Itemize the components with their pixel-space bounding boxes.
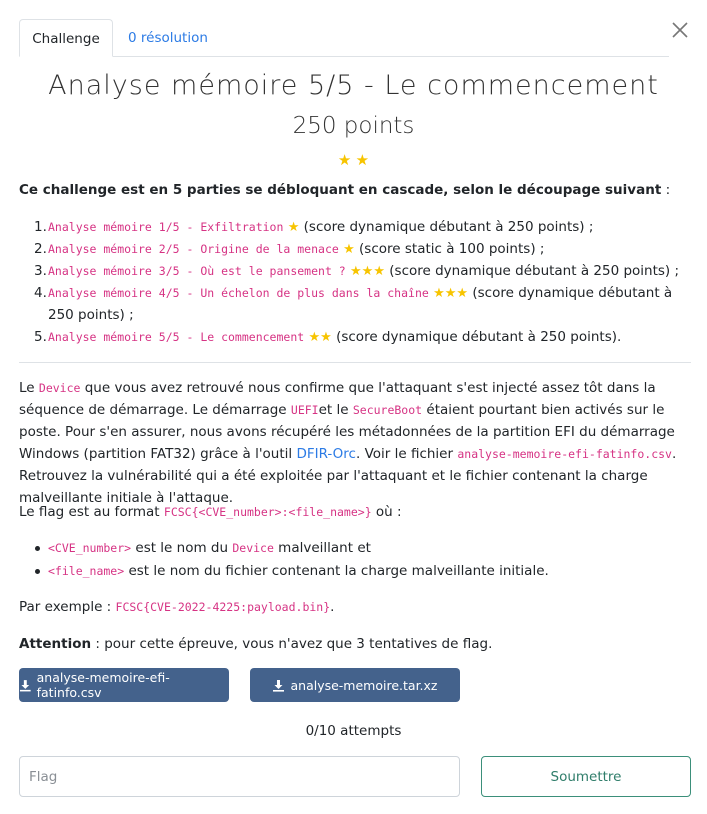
star-icon: ★★★ (433, 286, 469, 301)
list-item: 5. Analyse mémoire 5/5 - Le commencement ★★ (score dynamique débutant à 250 points). (34, 329, 622, 345)
submit-button[interactable]: Soumettre (481, 756, 691, 797)
part-title: Analyse mémoire 4/5 - Un échelon de plus dans la chaîne (48, 286, 429, 300)
star-icon: ★★ (308, 330, 332, 345)
tab-bar (19, 19, 669, 57)
download-archive-button[interactable]: analyse-memoire.tar.xz (250, 668, 460, 702)
flag-input[interactable] (19, 756, 460, 797)
star-icon: ★ (355, 151, 370, 169)
description-text: Le Device que vous avez retrouvé nous confirme que l'attaquant s'est injecté assez tôt dans la séquence de démarrage. Le démarrage UEFIet le SecureBoot étaient pourtant bien activés sur le poste. Pour s'en assurer, nous avons récupéré les métadonnées de la partition EFI du démarrage Windows (partition FAT32) grâce à l'outil DFIR-Orc. Voir le fichier analyse-memoire-efi-fatinfo.csv. Retrouvez la vulnérabilité qui a été exploitée par l'attaquant et le fichier contenant la charge malveillante initiale à l'attaque. (19, 380, 677, 506)
part-title: Analyse mémoire 5/5 - Le commencement (48, 330, 305, 344)
download-icon (272, 679, 285, 692)
star-icon: ★ (343, 242, 355, 257)
challenge-points: 250 points (292, 113, 415, 139)
parts-list (34, 216, 688, 348)
list-item: <file_name> est le nom du fichier contenant la charge malveillante initiale. (48, 560, 549, 583)
list-item: <CVE_number> est le nom du Device malveillant et (48, 537, 549, 560)
attempts-counter: 0/10 attempts (305, 723, 402, 739)
tab-challenge[interactable]: Challenge (19, 19, 113, 57)
list-item: 1. Analyse mémoire 1/5 - Exfiltration ★ (score dynamique débutant à 250 points) ; (34, 219, 594, 235)
star-icon: ★★★ (350, 264, 385, 279)
list-item: 2. Analyse mémoire 2/5 - Origine de la menace ★ (score static à 100 points) ; (34, 241, 545, 257)
intro-text: Ce challenge est en 5 parties se débloquant en cascade, selon le découpage suivant : (19, 182, 671, 198)
flag-format-text: Le flag est au format FCSC{<CVE_number>:<file_name>} où : (19, 504, 402, 520)
close-icon[interactable] (669, 19, 691, 41)
dfir-orc-link[interactable]: DFIR-Orc (296, 446, 356, 462)
tab-solutions[interactable]: 0 résolution (128, 30, 208, 46)
difficulty-stars (0, 153, 707, 169)
example-text: Par exemple : FCSC{CVE-2022-4225:payload.bin}. (19, 599, 335, 615)
part-title: Analyse mémoire 2/5 - Origine de la menace (48, 242, 339, 256)
challenge-title: Analyse mémoire 5/5 - Le commencement (48, 70, 659, 101)
star-icon: ★ (287, 220, 300, 235)
attention-text: Attention : pour cette épreuve, vous n'avez que 3 tentatives de flag. (19, 636, 493, 652)
download-fatinfo-button[interactable]: analyse-memoire-efi-fatinfo.csv (19, 668, 229, 702)
flag-format-list (48, 537, 549, 583)
divider (19, 362, 691, 363)
part-title: Analyse mémoire 3/5 - Où est le pansement ? (48, 264, 346, 278)
list-item: 3. Analyse mémoire 3/5 - Où est le pansement ? ★★★ (score dynamique débutant à 250 points) ; (34, 263, 680, 279)
list-item: 4. Analyse mémoire 4/5 - Un échelon de plus dans la chaîne ★★★ (score dynamique débutant à 250 points) ; (34, 285, 673, 323)
part-title: Analyse mémoire 1/5 - Exfiltration (48, 220, 284, 234)
star-icon: ★ (337, 151, 352, 169)
download-icon (19, 679, 32, 692)
